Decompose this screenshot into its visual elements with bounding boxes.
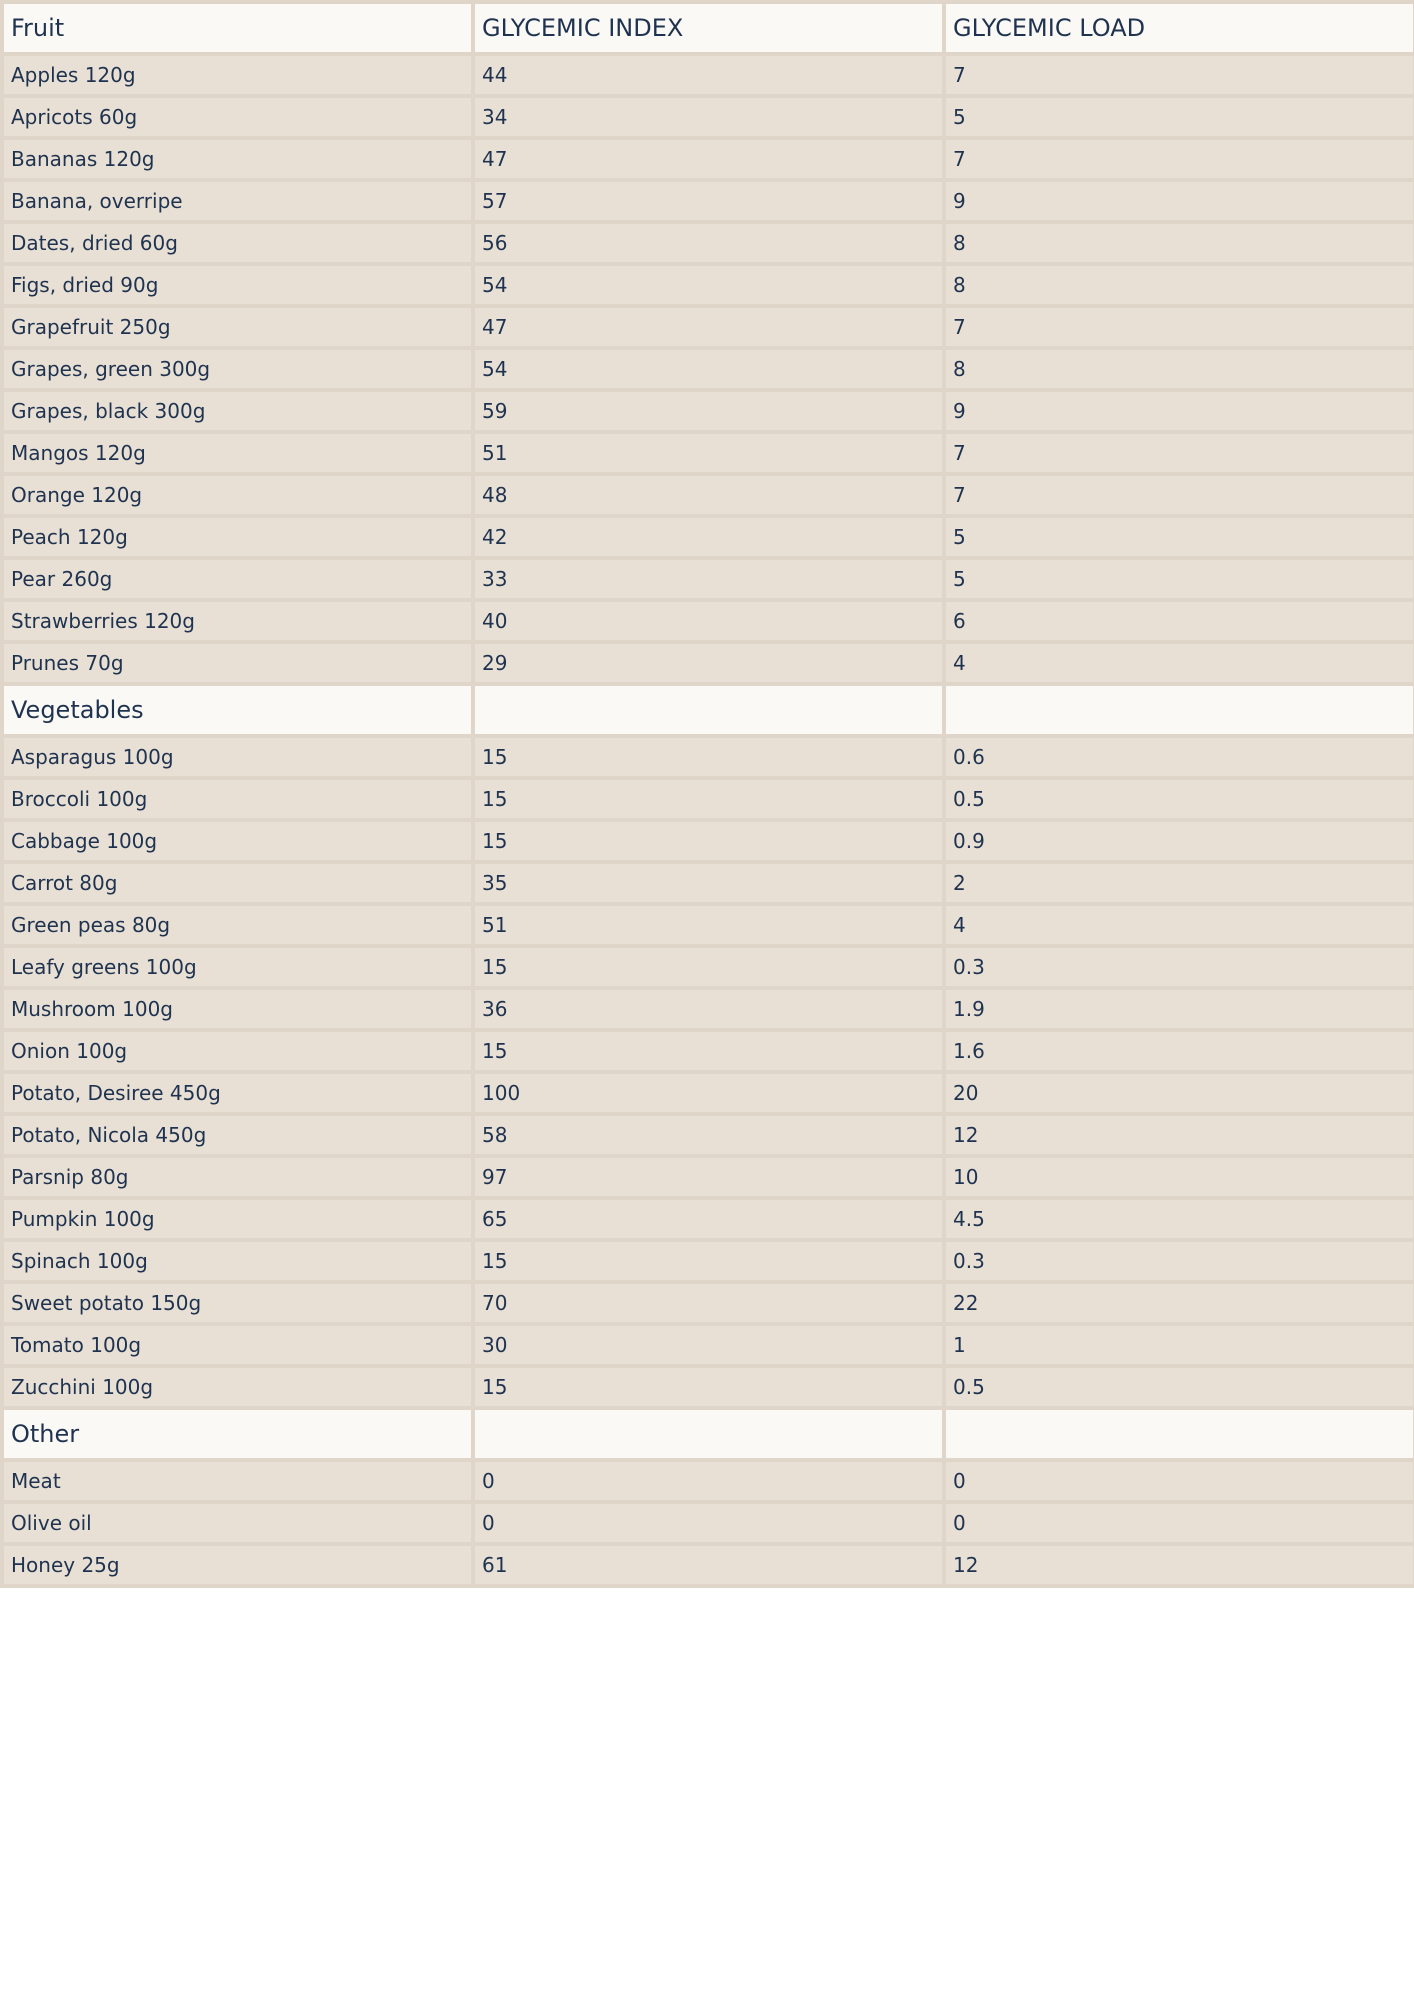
food-cell: Mushroom 100g — [2, 988, 473, 1030]
food-cell: Zucchini 100g — [2, 1366, 473, 1408]
glycemic-load-cell: 0.3 — [944, 1240, 1414, 1282]
food-cell: Carrot 80g — [2, 862, 473, 904]
table-row — [2, 820, 1414, 862]
glycemic-index-cell: 51 — [473, 904, 944, 946]
glycemic-load-cell: 7 — [944, 54, 1414, 96]
glycemic-index-cell: 42 — [473, 516, 944, 558]
section-header-glycemic-load-cell — [944, 684, 1414, 736]
glycemic-index-cell: 15 — [473, 1366, 944, 1408]
table-row — [2, 474, 1414, 516]
glycemic-load-cell: 4.5 — [944, 1198, 1414, 1240]
food-cell: Bananas 120g — [2, 138, 473, 180]
food-cell: Asparagus 100g — [2, 736, 473, 778]
glycemic-index-cell: 29 — [473, 642, 944, 684]
glycemic-index-cell: 0 — [473, 1460, 944, 1502]
glycemic-index-cell: 100 — [473, 1072, 944, 1114]
glycemic-index-cell: 15 — [473, 1030, 944, 1072]
glycemic-index-cell: 56 — [473, 222, 944, 264]
glycemic-load-cell: 2 — [944, 862, 1414, 904]
glycemic-index-cell: 44 — [473, 54, 944, 96]
section-header-glycemic-load-cell — [944, 1408, 1414, 1460]
table-row — [2, 1114, 1414, 1156]
food-cell: Olive oil — [2, 1502, 473, 1544]
glycemic-index-cell: 58 — [473, 1114, 944, 1156]
section-header-glycemic-index-cell — [473, 1408, 944, 1460]
food-cell: Grapefruit 250g — [2, 306, 473, 348]
food-cell: Pear 260g — [2, 558, 473, 600]
table-row — [2, 1156, 1414, 1198]
glycemic-index-cell: 15 — [473, 736, 944, 778]
section-header-row — [2, 1408, 1414, 1460]
glycemic-index-cell: 15 — [473, 778, 944, 820]
table-row — [2, 348, 1414, 390]
table-row — [2, 1366, 1414, 1408]
table-row — [2, 946, 1414, 988]
glycemic-load-cell: 4 — [944, 904, 1414, 946]
table-row — [2, 1324, 1414, 1366]
food-cell: Spinach 100g — [2, 1240, 473, 1282]
table-row — [2, 1460, 1414, 1502]
glycemic-index-cell: 0 — [473, 1502, 944, 1544]
food-cell: Apricots 60g — [2, 96, 473, 138]
glycemic-index-cell: 51 — [473, 432, 944, 474]
food-cell: Figs, dried 90g — [2, 264, 473, 306]
table-row — [2, 1030, 1414, 1072]
table-row — [2, 862, 1414, 904]
table-row — [2, 988, 1414, 1030]
table-row — [2, 736, 1414, 778]
food-cell: Onion 100g — [2, 1030, 473, 1072]
table-row — [2, 600, 1414, 642]
table-row — [2, 390, 1414, 432]
food-cell: Apples 120g — [2, 54, 473, 96]
glycemic-load-cell: 4 — [944, 642, 1414, 684]
table-row — [2, 1502, 1414, 1544]
glycemic-index-cell: 35 — [473, 862, 944, 904]
glycemic-table-body — [2, 2, 1414, 1586]
table-row — [2, 180, 1414, 222]
glycemic-index-cell: 34 — [473, 96, 944, 138]
food-cell: Grapes, green 300g — [2, 348, 473, 390]
glycemic-index-cell: 61 — [473, 1544, 944, 1586]
glycemic-load-cell: 0.3 — [944, 946, 1414, 988]
table-row — [2, 1240, 1414, 1282]
glycemic-index-cell: 47 — [473, 306, 944, 348]
food-cell: Tomato 100g — [2, 1324, 473, 1366]
glycemic-load-cell: 9 — [944, 180, 1414, 222]
table-row — [2, 778, 1414, 820]
glycemic-load-cell: 7 — [944, 432, 1414, 474]
glycemic-load-cell: 6 — [944, 600, 1414, 642]
food-cell: Honey 25g — [2, 1544, 473, 1586]
food-cell: Strawberries 120g — [2, 600, 473, 642]
food-cell: Grapes, black 300g — [2, 390, 473, 432]
section-header-food-cell: Fruit — [2, 2, 473, 54]
glycemic-index-cell: 33 — [473, 558, 944, 600]
food-cell: Green peas 80g — [2, 904, 473, 946]
glycemic-index-cell: 40 — [473, 600, 944, 642]
food-cell: Potato, Nicola 450g — [2, 1114, 473, 1156]
glycemic-index-cell: 57 — [473, 180, 944, 222]
food-cell: Leafy greens 100g — [2, 946, 473, 988]
glycemic-index-cell: 97 — [473, 1156, 944, 1198]
glycemic-load-cell: 7 — [944, 306, 1414, 348]
glycemic-index-cell: 36 — [473, 988, 944, 1030]
glycemic-load-cell: 9 — [944, 390, 1414, 432]
section-header-glycemic-index-cell — [473, 684, 944, 736]
food-cell: Sweet potato 150g — [2, 1282, 473, 1324]
glycemic-index-cell: 30 — [473, 1324, 944, 1366]
food-cell: Cabbage 100g — [2, 820, 473, 862]
glycemic-load-cell: 0.9 — [944, 820, 1414, 862]
glycemic-load-cell: 1.6 — [944, 1030, 1414, 1072]
glycemic-load-cell: 8 — [944, 222, 1414, 264]
glycemic-index-cell: 15 — [473, 820, 944, 862]
glycemic-load-cell: 0.5 — [944, 1366, 1414, 1408]
glycemic-load-cell: 10 — [944, 1156, 1414, 1198]
food-cell: Prunes 70g — [2, 642, 473, 684]
glycemic-load-cell: 8 — [944, 348, 1414, 390]
food-cell: Dates, dried 60g — [2, 222, 473, 264]
glycemic-index-cell: 54 — [473, 264, 944, 306]
glycemic-index-cell: 59 — [473, 390, 944, 432]
glycemic-load-cell: 1.9 — [944, 988, 1414, 1030]
table-row — [2, 222, 1414, 264]
glycemic-load-cell: 8 — [944, 264, 1414, 306]
food-cell: Orange 120g — [2, 474, 473, 516]
table-row — [2, 558, 1414, 600]
table-row — [2, 138, 1414, 180]
glycemic-load-cell: 5 — [944, 516, 1414, 558]
food-cell: Broccoli 100g — [2, 778, 473, 820]
food-cell: Peach 120g — [2, 516, 473, 558]
section-header-glycemic-load-cell: GLYCEMIC LOAD — [944, 2, 1414, 54]
glycemic-index-cell: 54 — [473, 348, 944, 390]
glycemic-load-cell: 7 — [944, 138, 1414, 180]
glycemic-load-cell: 0 — [944, 1502, 1414, 1544]
section-header-food-cell: Other — [2, 1408, 473, 1460]
glycemic-index-cell: 70 — [473, 1282, 944, 1324]
table-row — [2, 264, 1414, 306]
glycemic-load-cell: 20 — [944, 1072, 1414, 1114]
glycemic-load-cell: 0 — [944, 1460, 1414, 1502]
glycemic-load-cell: 0.5 — [944, 778, 1414, 820]
glycemic-load-cell: 0.6 — [944, 736, 1414, 778]
table-row — [2, 1198, 1414, 1240]
table-row — [2, 1544, 1414, 1586]
glycemic-index-cell: 15 — [473, 946, 944, 988]
section-header-row — [2, 2, 1414, 54]
glycemic-load-cell: 22 — [944, 1282, 1414, 1324]
table-row — [2, 306, 1414, 348]
food-cell: Banana, overripe — [2, 180, 473, 222]
table-row — [2, 1072, 1414, 1114]
table-row — [2, 54, 1414, 96]
glycemic-load-cell: 7 — [944, 474, 1414, 516]
food-cell: Mangos 120g — [2, 432, 473, 474]
table-row — [2, 516, 1414, 558]
table-row — [2, 1282, 1414, 1324]
glycemic-load-cell: 5 — [944, 558, 1414, 600]
food-cell: Potato, Desiree 450g — [2, 1072, 473, 1114]
glycemic-index-cell: 65 — [473, 1198, 944, 1240]
table-row — [2, 904, 1414, 946]
glycemic-load-cell: 5 — [944, 96, 1414, 138]
food-cell: Pumpkin 100g — [2, 1198, 473, 1240]
glycemic-index-cell: 15 — [473, 1240, 944, 1282]
food-cell: Parsnip 80g — [2, 1156, 473, 1198]
table-row — [2, 642, 1414, 684]
table-row — [2, 432, 1414, 474]
glycemic-load-cell: 12 — [944, 1544, 1414, 1586]
glycemic-index-cell: 48 — [473, 474, 944, 516]
section-header-food-cell: Vegetables — [2, 684, 473, 736]
food-cell: Meat — [2, 1460, 473, 1502]
section-header-glycemic-index-cell: GLYCEMIC INDEX — [473, 2, 944, 54]
section-header-row — [2, 684, 1414, 736]
glycemic-load-cell: 1 — [944, 1324, 1414, 1366]
glycemic-index-cell: 47 — [473, 138, 944, 180]
glycemic-load-cell: 12 — [944, 1114, 1414, 1156]
table-row — [2, 96, 1414, 138]
